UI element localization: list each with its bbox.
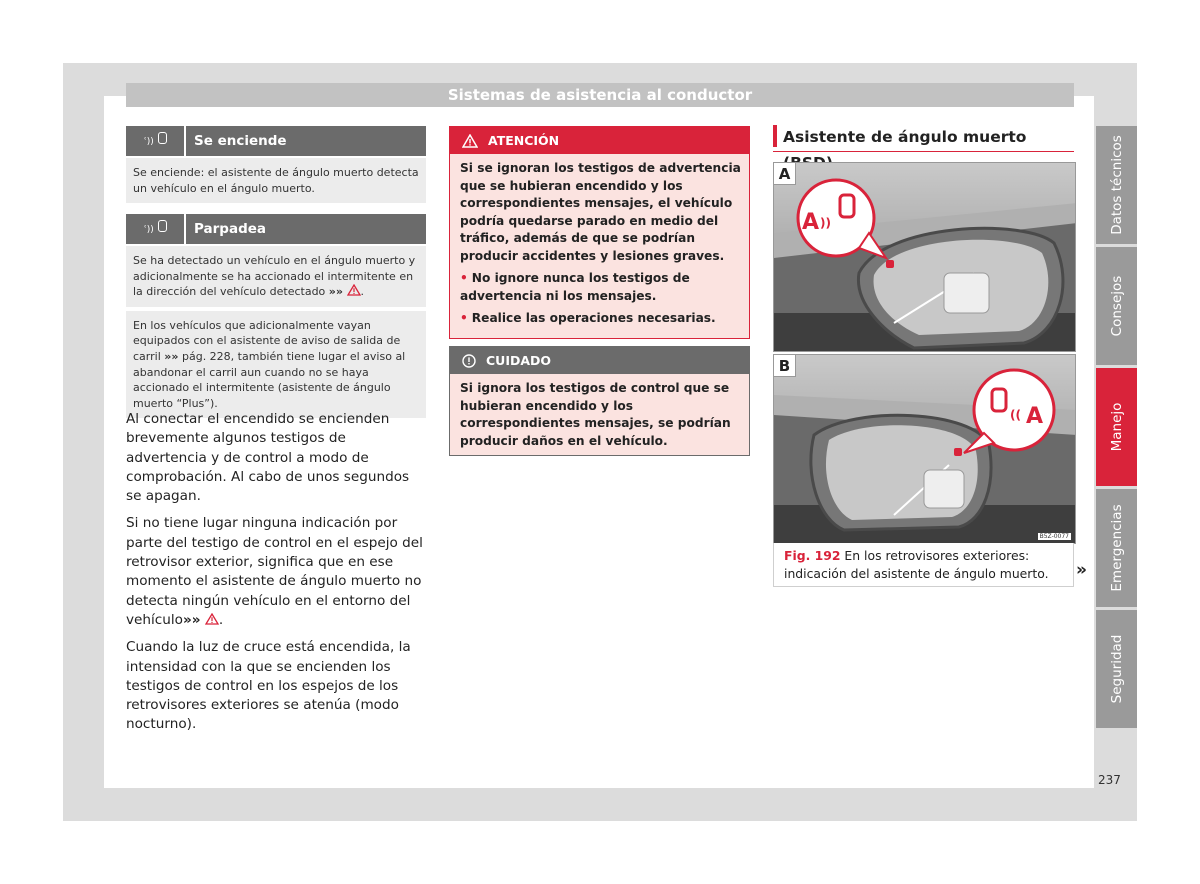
section-title: Asistente de ángulo muerto bbox=[773, 124, 1074, 151]
tab-emergencias[interactable]: Emergencias bbox=[1096, 489, 1137, 607]
attention-title: ATENCIÓN bbox=[488, 132, 560, 148]
figure-code: B5Z-0077 bbox=[1039, 533, 1069, 540]
svg-text:)): )) bbox=[820, 216, 831, 230]
tab-manejo[interactable]: Manejo bbox=[1096, 368, 1137, 486]
figure-caption bbox=[773, 543, 1074, 587]
paragraph: Al conectar el encendido se encienden brevemente algunos testigos de advertencia y de control a modo de comprobación. Al cabo de unos segundos se apagan. bbox=[126, 411, 410, 505]
tab-seguridad[interactable]: Seguridad bbox=[1096, 610, 1137, 728]
figure-label: B bbox=[774, 355, 796, 377]
continue-marker: » bbox=[1076, 560, 1087, 580]
tab-datos-tecnicos[interactable]: Datos técnicos bbox=[1096, 126, 1137, 244]
paragraph: Si no tiene lugar ninguna indicación por parte del testigo de control en el espejo del retrovisor exterior, significa que en ese momento el asistente de ángulo muerto no detecta ningún vehículo en el entorno del vehículo»» . bbox=[126, 515, 423, 628]
attention-bullet: • No ignore nunca los testigos de advertencia ni los mensajes. bbox=[460, 271, 690, 303]
tab-consejos[interactable]: Consejos bbox=[1096, 247, 1137, 365]
warning-triangle-icon bbox=[462, 134, 478, 148]
reference-arrows: »» bbox=[164, 349, 179, 363]
reference-arrows: »» bbox=[182, 611, 201, 628]
figure-caption-text: En los retrovisores exteriores: indicación del asistente de ángulo muerto. bbox=[784, 548, 1049, 581]
figure-label: A bbox=[774, 163, 796, 185]
chapter-header: Sistemas de asistencia al conductor bbox=[126, 83, 1074, 107]
indicator-title: Parpadea bbox=[194, 221, 267, 237]
reference-arrows: »» bbox=[328, 285, 344, 299]
attention-text: Si se ignoran los testigos de advertencia que se hubieran encendido y los correspondientes mensajes, el vehículo podría quedarse parado en medio del tráfico, además de que se podrían producir accidentes y lesiones graves. bbox=[460, 161, 741, 263]
indicator-description: Se enciende: el asistente de ángulo muerto detecta un vehículo en el ángulo muerto. bbox=[126, 158, 426, 203]
svg-text:A: A bbox=[802, 210, 820, 235]
figure-number: Fig. 192 bbox=[784, 548, 841, 563]
svg-text:A: A bbox=[1026, 404, 1044, 429]
indicator-note: En los vehículos que adicionalmente vayan equipados con el asistente de aviso de salida de carril »» pág. 228, también tiene lugar el aviso al abandonar el carril aun cuando no se haya accionado el intermitente (asistente de ángulo muerto “Plus”). bbox=[126, 311, 426, 419]
blind-spot-indicator-icon: ʿ)) bbox=[126, 214, 186, 244]
caution-text: Si ignora los testigos de control que se hubieran encendido y los correspondientes mensajes, se podrían producir daños en el vehículo. bbox=[460, 381, 731, 448]
caution-circle-icon bbox=[462, 354, 476, 368]
caution-box bbox=[449, 346, 750, 456]
figure-a bbox=[773, 162, 1076, 352]
figure-b bbox=[773, 354, 1076, 544]
indicator-description: Se ha detectado un vehículo en el ángulo muerto y adicionalmente se ha accionado el intermitente en la dirección del vehículo detectado »» . bbox=[126, 246, 426, 307]
blind-spot-indicator-icon: ʿ)) bbox=[126, 126, 186, 156]
indicator-block-on bbox=[126, 126, 426, 203]
caution-title: CUIDADO bbox=[486, 352, 552, 368]
svg-text:((: (( bbox=[1010, 408, 1021, 422]
warning-triangle-icon bbox=[347, 284, 361, 296]
mirror-illustration-b bbox=[774, 355, 1076, 544]
attention-bullet: • Realice las operaciones necesarias. bbox=[460, 311, 716, 325]
body-text bbox=[126, 410, 424, 743]
mirror-illustration-a bbox=[774, 163, 1076, 352]
warning-triangle-icon bbox=[205, 613, 219, 625]
indicator-title: Se enciende bbox=[194, 133, 287, 149]
indicator-block-blink bbox=[126, 214, 426, 418]
page-number: 237 bbox=[1098, 773, 1121, 787]
paragraph: Cuando la luz de cruce está encendida, la intensidad con la que se encienden los testigos de control en los espejos de los retrovisores exteriores se atenúa (modo nocturno). bbox=[126, 639, 411, 733]
attention-box bbox=[449, 126, 750, 339]
